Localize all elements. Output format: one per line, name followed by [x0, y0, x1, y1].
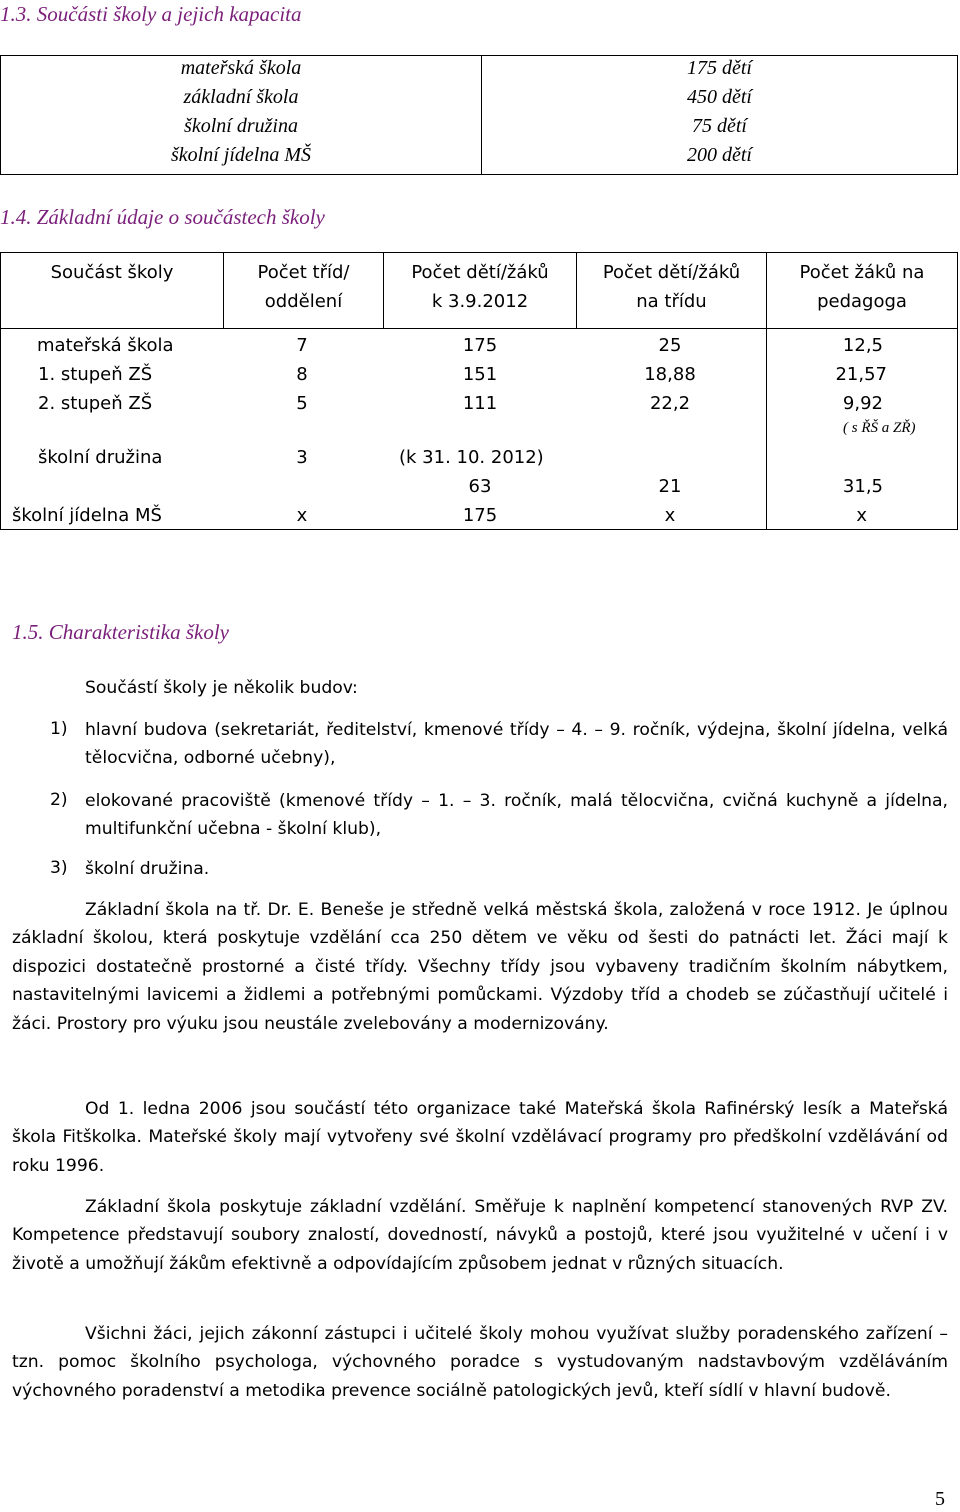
header-cell: k 3.9.2012	[431, 291, 529, 312]
row-classes: 3	[296, 447, 308, 468]
paragraph: Základní škola na tř. Dr. E. Beneše je středně velká městská škola, založená v roce 1912. Je úplnou základní školou, která poskytuje vzdělání cca 250 dětem ve věku od šesti do patnácti let. Žáci mají k dispozici dostatečně prostorné a čisté třídy. Všechny třídy jsou vybaveny tradičním školním nábytkem, nastavitelnými lavicemi a židlemi a potřebnými pomůckami. Výzdoby tříd a chodeb se zúčastňují učitelé i žáci. Prostory pro výuku jsou neustále zvelebovány a modernizovány.	[12, 900, 948, 1034]
row-classes: 8	[296, 364, 308, 385]
list-item-text: školní družina.	[85, 859, 210, 879]
row-part: školní družina	[38, 447, 163, 468]
row-pupils: 111	[462, 393, 498, 414]
list-number: 2)	[50, 790, 68, 810]
header-cell: pedagoga	[817, 291, 907, 312]
capacity-row-value: 175 dětí	[687, 57, 752, 79]
capacity-row-value: 200 dětí	[687, 144, 752, 166]
capacity-row-name: školní družina	[184, 115, 298, 137]
header-cell: na třídu	[636, 291, 707, 312]
row-per-teacher: 9,92	[842, 393, 883, 414]
row-per-class: 22,2	[649, 393, 691, 414]
paragraph: Základní škola poskytuje základní vzdělání. Směřuje k naplnění kompetencí stanovených RVP ZV. Kompetence představují soubory znalostí, dovedností, návyků a postojů, které jsou využitelné v učení i v životě a umožňují žákům efektivně a odpovídajícím způsobem jednat v různých situacích.	[12, 1197, 948, 1274]
header-cell: Součást školy	[50, 262, 174, 283]
teacher-note: ( s ŘŠ a ZŘ)	[843, 420, 916, 436]
row-per-class: 18,88	[644, 364, 696, 385]
section-1-3-title: 1.3. Součásti školy a jejich kapacita	[0, 2, 302, 26]
row-per-teacher: x	[856, 505, 867, 526]
capacity-row-value: 450 dětí	[687, 86, 752, 108]
list-number: 3)	[50, 858, 68, 878]
page-number: 5	[935, 1488, 945, 1510]
header-cell: Počet tříd/	[257, 262, 350, 283]
header-cell: oddělení	[264, 291, 343, 312]
row-pupils-note: (k 31. 10. 2012)	[399, 447, 544, 468]
header-cell: Počet dětí/žáků	[602, 262, 741, 283]
row-pupils: 175	[462, 335, 498, 356]
row-per-teacher: 12,5	[842, 335, 883, 356]
buildings-intro: Součástí školy je několik budov:	[85, 678, 358, 698]
row-classes: 5	[296, 393, 308, 414]
header-cell: Počet dětí/žáků	[411, 262, 549, 283]
section-1-5-title: 1.5. Charakteristika školy	[12, 620, 229, 644]
row-classes: 7	[296, 335, 308, 356]
paragraph: Od 1. ledna 2006 jsou součástí této organizace také Mateřská škola Rafinérský lesík a Mateřská škola Fitškolka. Mateřské školy mají vytvořeny své školní vzdělávací programy pro předškolní vzdělávání od roku 1996.	[12, 1099, 948, 1176]
header-cell: Počet žáků na	[799, 262, 925, 283]
row-pupils: 151	[462, 364, 498, 385]
basic-data-table	[0, 0, 960, 540]
row-pupils: 63	[468, 476, 492, 497]
row-part: 2. stupeň ZŠ	[38, 393, 153, 414]
row-per-teacher: 31,5	[842, 476, 883, 497]
row-pupils: 175	[462, 505, 498, 526]
list-number: 1)	[50, 719, 68, 739]
capacity-row-name: školní jídelna MŠ	[171, 144, 311, 166]
list-item-text: hlavní budova (sekretariát, ředitelství, kmenové třídy – 4. – 9. ročník, výdejna, školní jídelna, velká tělocvična, odborné učebny),	[85, 720, 948, 769]
list-item-text: elokované pracoviště (kmenové třídy – 1. – 3. ročník, malá tělocvična, cvičná kuchyně a jídelna, multifunkční učebna - školní klub),	[85, 791, 948, 840]
section-1-4-title: 1.4. Základní údaje o součástech školy	[0, 205, 325, 229]
row-per-class: 25	[658, 335, 682, 356]
capacity-row-value: 75 dětí	[692, 115, 747, 137]
row-part: školní jídelna MŠ	[12, 505, 162, 526]
row-part: 1. stupeň ZŠ	[38, 364, 153, 385]
row-per-class: x	[664, 505, 676, 526]
row-classes: x	[296, 505, 308, 526]
row-per-class: 21	[658, 476, 682, 497]
row-part: mateřská škola	[37, 335, 174, 356]
row-per-teacher: 21,57	[835, 364, 887, 385]
paragraph: Všichni žáci, jejich zákonní zástupci i učitelé školy mohou využívat služby poradenského zařízení – tzn. pomoc školního psychologa, výchovného poradce s vystudovaným nadstavbovým vzděláváním výchovného poradenství a metodika prevence sociálně patologických jevů, kteří sídlí v hlavní budově.	[12, 1324, 948, 1401]
capacity-row-name: základní škola	[183, 86, 299, 108]
capacity-row-name: mateřská škola	[180, 57, 302, 79]
